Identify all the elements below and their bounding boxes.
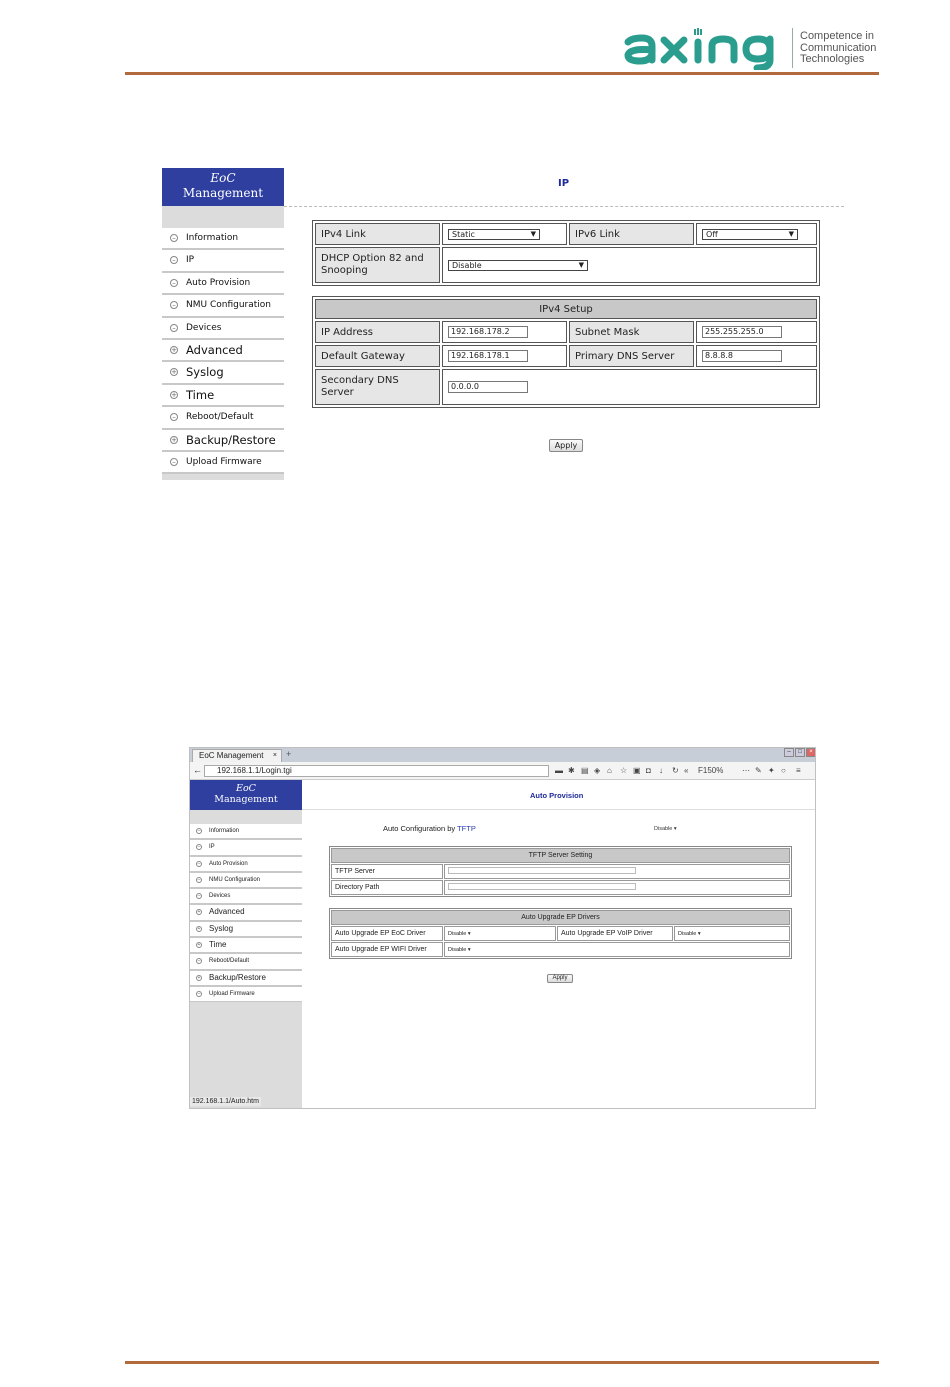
voip-driver-select[interactable]: Disable ▾: [674, 926, 790, 941]
sidebar-item-nmu-configuration[interactable]: [162, 295, 284, 317]
sidebar-item-advanced[interactable]: [162, 340, 284, 362]
tftp-server-field[interactable]: [448, 867, 636, 874]
expand-icon: +: [171, 368, 177, 377]
ipv4-setup-table: [312, 296, 820, 408]
sidebar-item-label: Upload Firmware: [209, 990, 255, 997]
sidebar-item-label: Auto Provision: [209, 860, 248, 867]
sidebar-item-reboot-default[interactable]: [162, 407, 284, 429]
folder-icon[interactable]: ▬: [555, 766, 563, 775]
new-tab-icon[interactable]: +: [286, 749, 292, 759]
sidebar-item-information[interactable]: [190, 824, 302, 840]
wifi-driver-label: Auto Upgrade EP WIFI Driver: [331, 942, 443, 957]
collapse-icon: –: [170, 301, 178, 309]
tftp-server-label: TFTP Server: [331, 864, 443, 879]
brand-banner: EoC Management: [162, 168, 284, 206]
sidebar-item-devices[interactable]: [190, 889, 302, 905]
reload-icon[interactable]: ↻: [672, 766, 679, 775]
page-icon[interactable]: ▤: [581, 766, 589, 775]
bookmarks-icon[interactable]: ▣: [633, 766, 641, 775]
sidebar-item-nmu-configuration[interactable]: [190, 873, 302, 889]
directory-path-label: Directory Path: [331, 880, 443, 895]
sidebar-item-label: Backup/Restore: [186, 432, 276, 447]
apply-button[interactable]: Apply: [547, 974, 573, 983]
dropdown-arrow-icon: ▼: [578, 260, 584, 269]
nav-spacer: [190, 810, 302, 824]
browser-toolbar: [190, 762, 816, 780]
collapse-icon: –: [197, 860, 201, 867]
dhcp-option-select[interactable]: Disable ▼: [448, 260, 588, 271]
default-gateway-field[interactable]: 192.168.178.1: [448, 350, 528, 362]
ipv6-link-label: IPv6 Link: [569, 223, 694, 245]
collapse-icon: –: [170, 234, 178, 242]
sidebar-item-label: Reboot/Default: [209, 958, 250, 965]
sidebar-item-label: Advanced: [186, 342, 243, 357]
sidebar-item-label: NMU Configuration: [186, 300, 271, 311]
sidebar-item-backup-restore[interactable]: [162, 430, 284, 452]
status-bar-url: 192.168.1.1/Auto.htm: [192, 1098, 259, 1105]
close-window-icon[interactable]: ×: [806, 748, 816, 757]
tftp-server-table: [329, 846, 792, 897]
sidebar-item-label: Devices: [209, 893, 231, 900]
tftp-header: TFTP Server Setting: [331, 848, 790, 863]
dhcp-option-label: DHCP Option 82 and Snooping: [315, 247, 440, 283]
page-title: Auto Provision: [530, 791, 584, 800]
ipv4-link-label: IPv4 Link: [315, 223, 440, 245]
apply-button[interactable]: Apply: [549, 439, 583, 452]
sidebar-item-label: Upload Firmware: [186, 456, 262, 467]
page-title: IP: [558, 178, 570, 189]
ipv4-setup-header: IPv4 Setup: [315, 299, 817, 319]
expand-icon: +: [171, 390, 177, 399]
sidebar-item-upload-firmware[interactable]: [190, 987, 302, 1003]
browser-tab-bar: [190, 748, 816, 762]
expand-icon: +: [171, 435, 177, 444]
sync-icon[interactable]: ○: [781, 766, 786, 775]
auto-config-select[interactable]: Disable ▾: [654, 826, 677, 832]
sidebar-item-label: Syslog: [209, 923, 234, 933]
sidebar-item-time[interactable]: [162, 385, 284, 407]
home-icon[interactable]: ⌂: [607, 766, 612, 775]
sidebar-item-label: Auto Provision: [186, 277, 251, 288]
dropdown-arrow-icon: ▼: [530, 229, 536, 238]
puzzle-piece-icon[interactable]: ✦: [768, 766, 775, 775]
title-divider: [302, 809, 816, 810]
ipv6-link-select[interactable]: Off ▼: [702, 229, 798, 240]
expand-icon: +: [171, 345, 177, 354]
sidebar-item-label: Devices: [186, 322, 222, 333]
star-icon[interactable]: ☆: [620, 766, 628, 775]
sidebar-item-label: IP: [209, 844, 215, 851]
sidebar-item-label: Advanced: [209, 907, 245, 917]
collapse-icon: –: [197, 828, 201, 834]
collapse-icon: –: [170, 413, 178, 421]
primary-dns-label: Primary DNS Server: [569, 345, 694, 367]
wifi-driver-select[interactable]: Disable ▾: [444, 942, 790, 957]
sidebar-item-auto-provision[interactable]: [190, 857, 302, 873]
sidebar-item-label: Time: [209, 940, 227, 950]
pen-icon[interactable]: ✎: [755, 766, 762, 775]
subnet-mask-field[interactable]: 255.255.255.0: [702, 326, 782, 338]
url-bar[interactable]: 192.168.1.1/Login.tgi: [204, 765, 549, 777]
eoc-driver-label: Auto Upgrade EP EoC Driver: [331, 926, 443, 941]
collapse-icon: –: [170, 256, 178, 264]
ip-settings-screenshot: [162, 168, 844, 480]
auto-config-row: Auto Configuration by TFTP: [383, 824, 476, 833]
nav-spacer: [162, 206, 284, 228]
sidebar-item-devices[interactable]: [162, 318, 284, 340]
collapse-icon: –: [197, 990, 201, 997]
ip-address-label: IP Address: [315, 321, 440, 343]
directory-path-field[interactable]: [448, 883, 636, 890]
back-double-icon[interactable]: «: [684, 766, 689, 775]
sidebar-item-reboot-default[interactable]: [190, 954, 302, 970]
collapse-icon: –: [170, 324, 178, 332]
sidebar-item-label: Syslog: [186, 365, 224, 380]
sidebar-item-ip[interactable]: [190, 840, 302, 856]
auto-upgrade-table: [329, 908, 792, 959]
ipv4-link-select[interactable]: Static ▼: [448, 229, 540, 240]
back-arrow-icon[interactable]: ←: [193, 765, 202, 775]
sidebar-item-label: Reboot/Default: [186, 412, 254, 423]
expand-icon: +: [197, 925, 201, 932]
sidebar-item-label: Information: [209, 828, 240, 834]
link-table: [312, 220, 820, 286]
minimize-icon[interactable]: –: [784, 748, 794, 757]
sidebar-item-upload-firmware[interactable]: [162, 452, 284, 474]
collapse-icon: –: [170, 279, 178, 287]
sidebar-item-advanced[interactable]: [190, 905, 302, 921]
sidebar-item-syslog[interactable]: [190, 922, 302, 938]
drivers-header: Auto Upgrade EP Drivers: [331, 910, 790, 925]
sidebar-item-information[interactable]: [162, 228, 284, 250]
footer-rule: [125, 1361, 879, 1364]
sidebar-item-auto-provision[interactable]: [162, 273, 284, 295]
shield-icon[interactable]: ◈: [594, 766, 601, 775]
ip-address-field[interactable]: 192.168.178.2: [448, 326, 528, 338]
secondary-dns-label: Secondary DNS Server: [315, 369, 440, 405]
nav-filler: [190, 1002, 302, 1109]
menu-icon[interactable]: ≡: [796, 766, 801, 775]
collapse-icon: –: [197, 844, 201, 851]
title-divider: [284, 206, 844, 207]
secondary-dns-field[interactable]: 0.0.0.0: [448, 381, 528, 393]
close-tab-icon[interactable]: ×: [272, 752, 277, 759]
brand-banner: EoC Management: [190, 780, 302, 810]
sidebar-nav: [162, 228, 284, 474]
sidebar-item-time[interactable]: [190, 938, 302, 954]
sidebar-item-backup-restore[interactable]: [190, 971, 302, 987]
default-gateway-label: Default Gateway: [315, 345, 440, 367]
eoc-driver-select[interactable]: Disable ▾: [444, 926, 556, 941]
collapse-icon: –: [197, 893, 201, 900]
collapse-icon: –: [197, 958, 201, 965]
sidebar-nav: [190, 824, 302, 1003]
logo-separator: [792, 28, 793, 68]
expand-icon: +: [197, 974, 201, 981]
browser-tab[interactable]: EoC Management ×: [192, 749, 282, 762]
expand-icon: +: [197, 942, 201, 949]
voip-driver-label: Auto Upgrade EP VoIP Driver: [557, 926, 673, 941]
sidebar-item-syslog[interactable]: [162, 362, 284, 384]
collapse-icon: –: [197, 876, 201, 883]
axing-logo: [622, 28, 787, 70]
sidebar-item-label: Backup/Restore: [209, 972, 266, 982]
download-icon[interactable]: ↓: [659, 766, 663, 775]
rss-icon[interactable]: ⋯: [742, 766, 750, 775]
header-rule: [125, 72, 879, 75]
maximize-icon[interactable]: □: [795, 748, 805, 757]
subnet-mask-label: Subnet Mask: [569, 321, 694, 343]
dropdown-arrow-icon: ▼: [788, 229, 794, 238]
sidebar-item-label: NMU Configuration: [209, 876, 261, 883]
primary-dns-field[interactable]: 8.8.8.8: [702, 350, 782, 362]
collapse-icon: –: [170, 458, 178, 466]
sidebar-item-label: Information: [186, 233, 239, 243]
puzzle-icon[interactable]: ✱: [568, 766, 575, 775]
pocket-icon[interactable]: ◘: [646, 766, 651, 775]
tagline: Competence in Communication Technologies: [800, 30, 877, 65]
sidebar-item-ip[interactable]: [162, 250, 284, 272]
nav-footer: [162, 474, 284, 480]
sidebar-item-label: IP: [186, 255, 195, 266]
expand-icon: +: [197, 909, 201, 916]
auto-provision-screenshot: [189, 747, 816, 1109]
sidebar-item-label: Time: [186, 387, 215, 402]
zoom-level: F150%: [698, 766, 724, 775]
